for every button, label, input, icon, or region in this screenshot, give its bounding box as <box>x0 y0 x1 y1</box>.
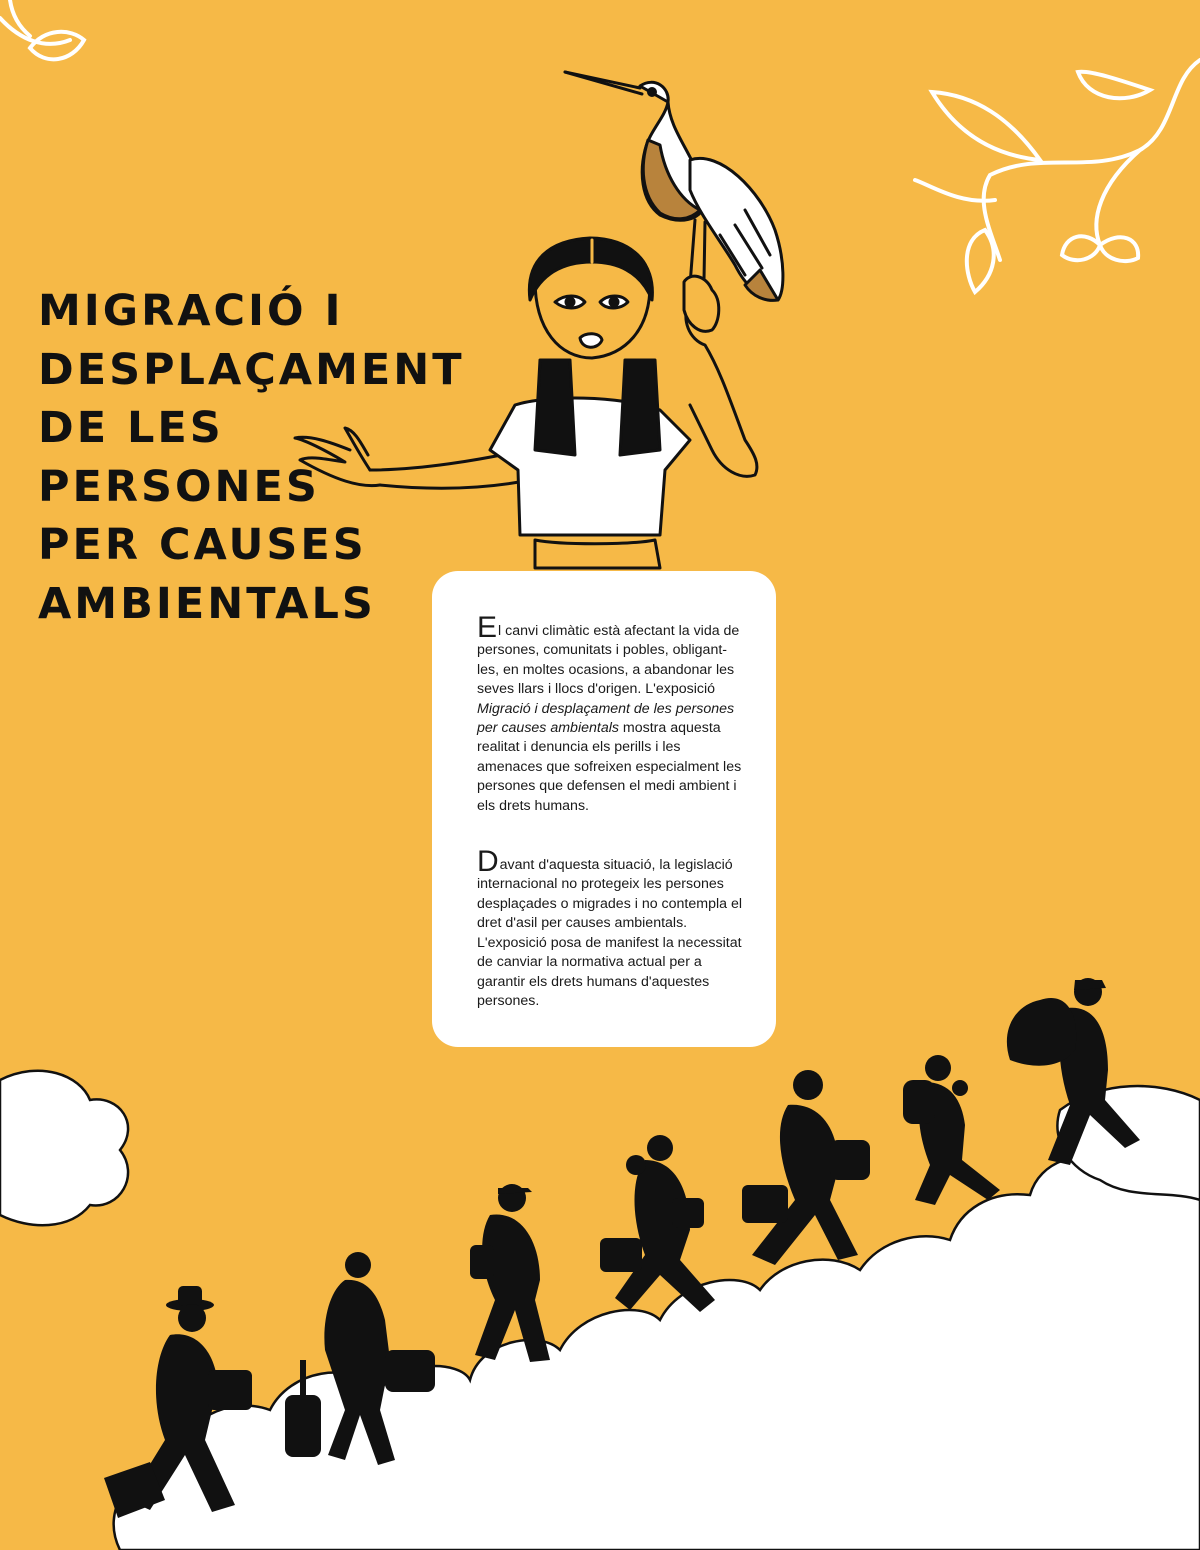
page-title <box>38 282 465 633</box>
drop-cap: D <box>477 845 499 879</box>
drop-cap: E <box>477 611 498 644</box>
exhibition-title-italic: Migració i desplaçament de les persones per causes ambientals <box>477 700 735 737</box>
text-card <box>432 571 776 1047</box>
title-line: PER CAUSES <box>38 520 367 570</box>
title-line: MIGRACIÓ I <box>38 286 344 336</box>
paragraph-text: avant d'aquesta situació, la legislació internacional no protegeix les persones desplaçades o migrades i no contempla el dret d'asil per causes ambientals. L'exposició posa de manifest la necessitat de canviar la normativa actual per a garantir els drets humans d'aquestes persones. <box>477 857 742 1009</box>
title-line: PERSONES <box>38 461 320 512</box>
title-line: DE LES <box>38 403 224 453</box>
paragraph-text: mostra aquesta realitat i denuncia els perills i les amenaces que sofreixen especialment les persones que defensen el medi ambient i els drets humans. <box>477 720 742 814</box>
body-paragraph-1 <box>477 611 746 816</box>
title-line: AMBIENTALS <box>38 578 376 629</box>
title-line: DESPLAÇAMENT <box>38 344 465 395</box>
body-paragraph-2 <box>477 845 746 1011</box>
paragraph-text: l canvi climàtic està afectant la vida de persones, comunitats i pobles, obligant-les, en moltes ocasions, a abandonar les seves llars i llocs d'origen. L'exposició <box>477 623 740 698</box>
